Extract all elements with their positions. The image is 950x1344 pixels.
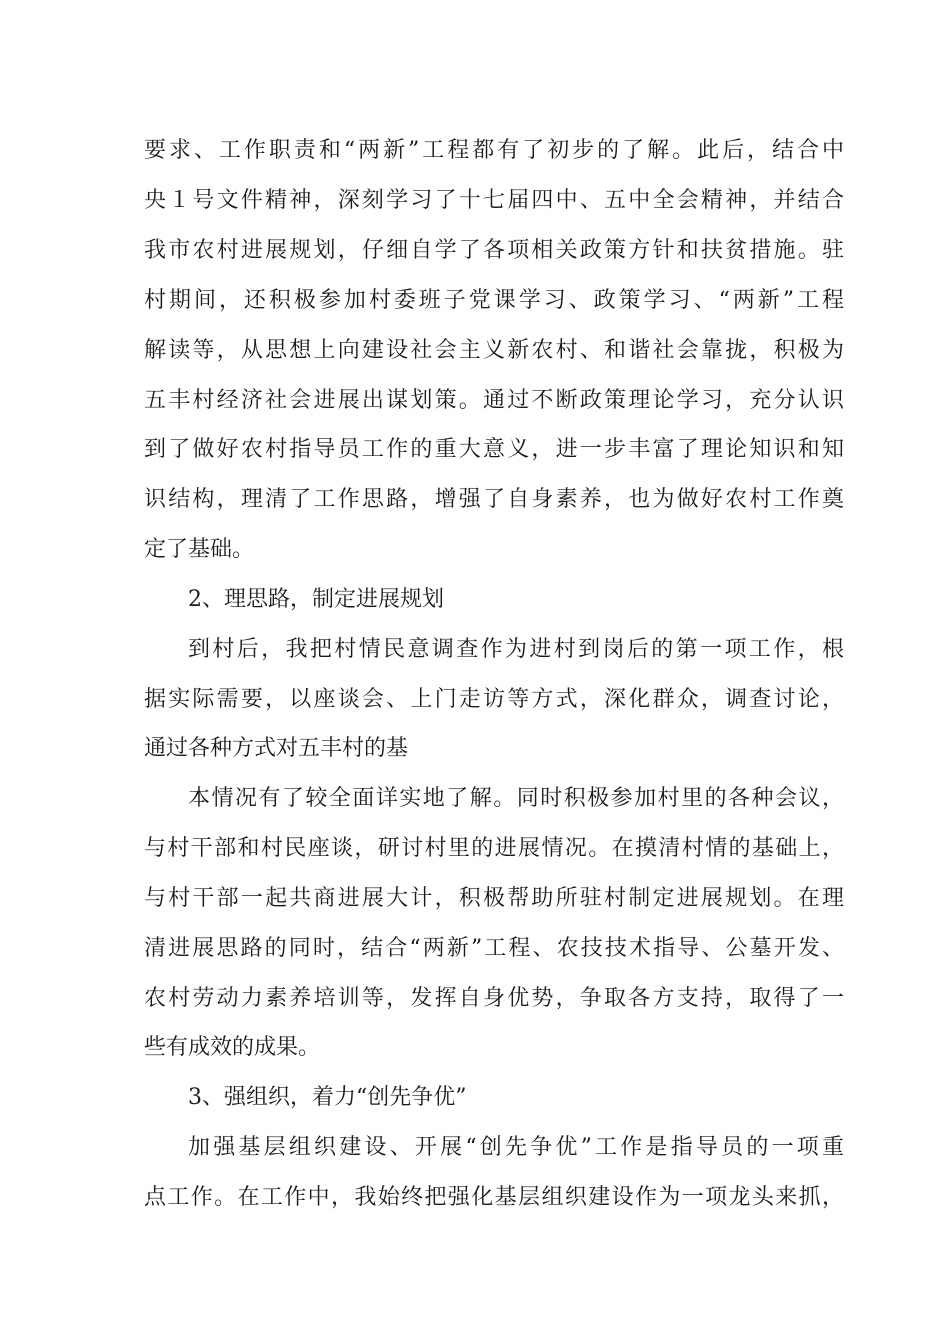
paragraph-line-2: 央１号文件精神，深刻学习了十七届四中、五中全会精神，并结合 (144, 188, 844, 213)
paragraph-line-4: 村期间，还积极参加村委班子党课学习、政策学习、“两新”工程 (144, 288, 844, 313)
paragraph-line-11: 到村后，我把村情民意调查作为进村到岗后的第一项工作，根 (188, 637, 844, 662)
paragraph-line-14: 本情况有了较全面详实地了解。同时积极参加村里的各种会议， (188, 786, 844, 811)
paragraph-line-9: 定了基础。 (144, 537, 255, 562)
paragraph-line-12: 据实际需要，以座谈会、上门走访等方式，深化群众，调查讨论， (144, 687, 844, 712)
section-heading-3: 3、强组织，着力“创先争优” (188, 1085, 467, 1110)
section-heading-2: 2、理思路，制定进展规划 (188, 587, 444, 612)
paragraph-line-15: 与村干部和村民座谈，研讨村里的进展情况。在摸清村情的基础上， (144, 836, 844, 861)
paragraph-line-5: 解读等，从思想上向建设社会主义新农村、和谐社会靠拢，积极为 (144, 338, 844, 363)
paragraph-line-13: 通过各种方式对五丰村的基 (144, 736, 409, 761)
paragraph-line-1: 要求、工作职责和“两新”工程都有了初步的了解。此后，结合中 (144, 138, 844, 163)
paragraph-line-19: 些有成效的成果。 (144, 1035, 321, 1060)
paragraph-line-3: 我市农村进展规划，仔细自学了各项相关政策方针和扶贫措施。驻 (144, 238, 844, 263)
paragraph-line-6: 五丰村经济社会进展出谋划策。通过不断政策理论学习，充分认识 (144, 388, 844, 413)
paragraph-line-7: 到了做好农村指导员工作的重大意义，进一步丰富了理论知识和知 (144, 437, 844, 462)
paragraph-line-18: 农村劳动力素养培训等，发挥自身优势，争取各方支持，取得了一 (144, 986, 844, 1011)
paragraph-line-16: 与村干部一起共商进展大计，积极帮助所驻村制定进展规划。在理 (144, 886, 844, 911)
paragraph-line-17: 清进展思路的同时，结合“两新”工程、农技技术指导、公墓开发、 (144, 936, 844, 961)
paragraph-line-22: 点工作。在工作中，我始终把强化基层组织建设作为一项龙头来抓， (144, 1185, 844, 1210)
paragraph-line-21: 加强基层组织建设、开展“创先争优”工作是指导员的一项重 (188, 1135, 844, 1160)
paragraph-line-8: 识结构，理清了工作思路，增强了自身素养，也为做好农村工作奠 (144, 487, 844, 512)
